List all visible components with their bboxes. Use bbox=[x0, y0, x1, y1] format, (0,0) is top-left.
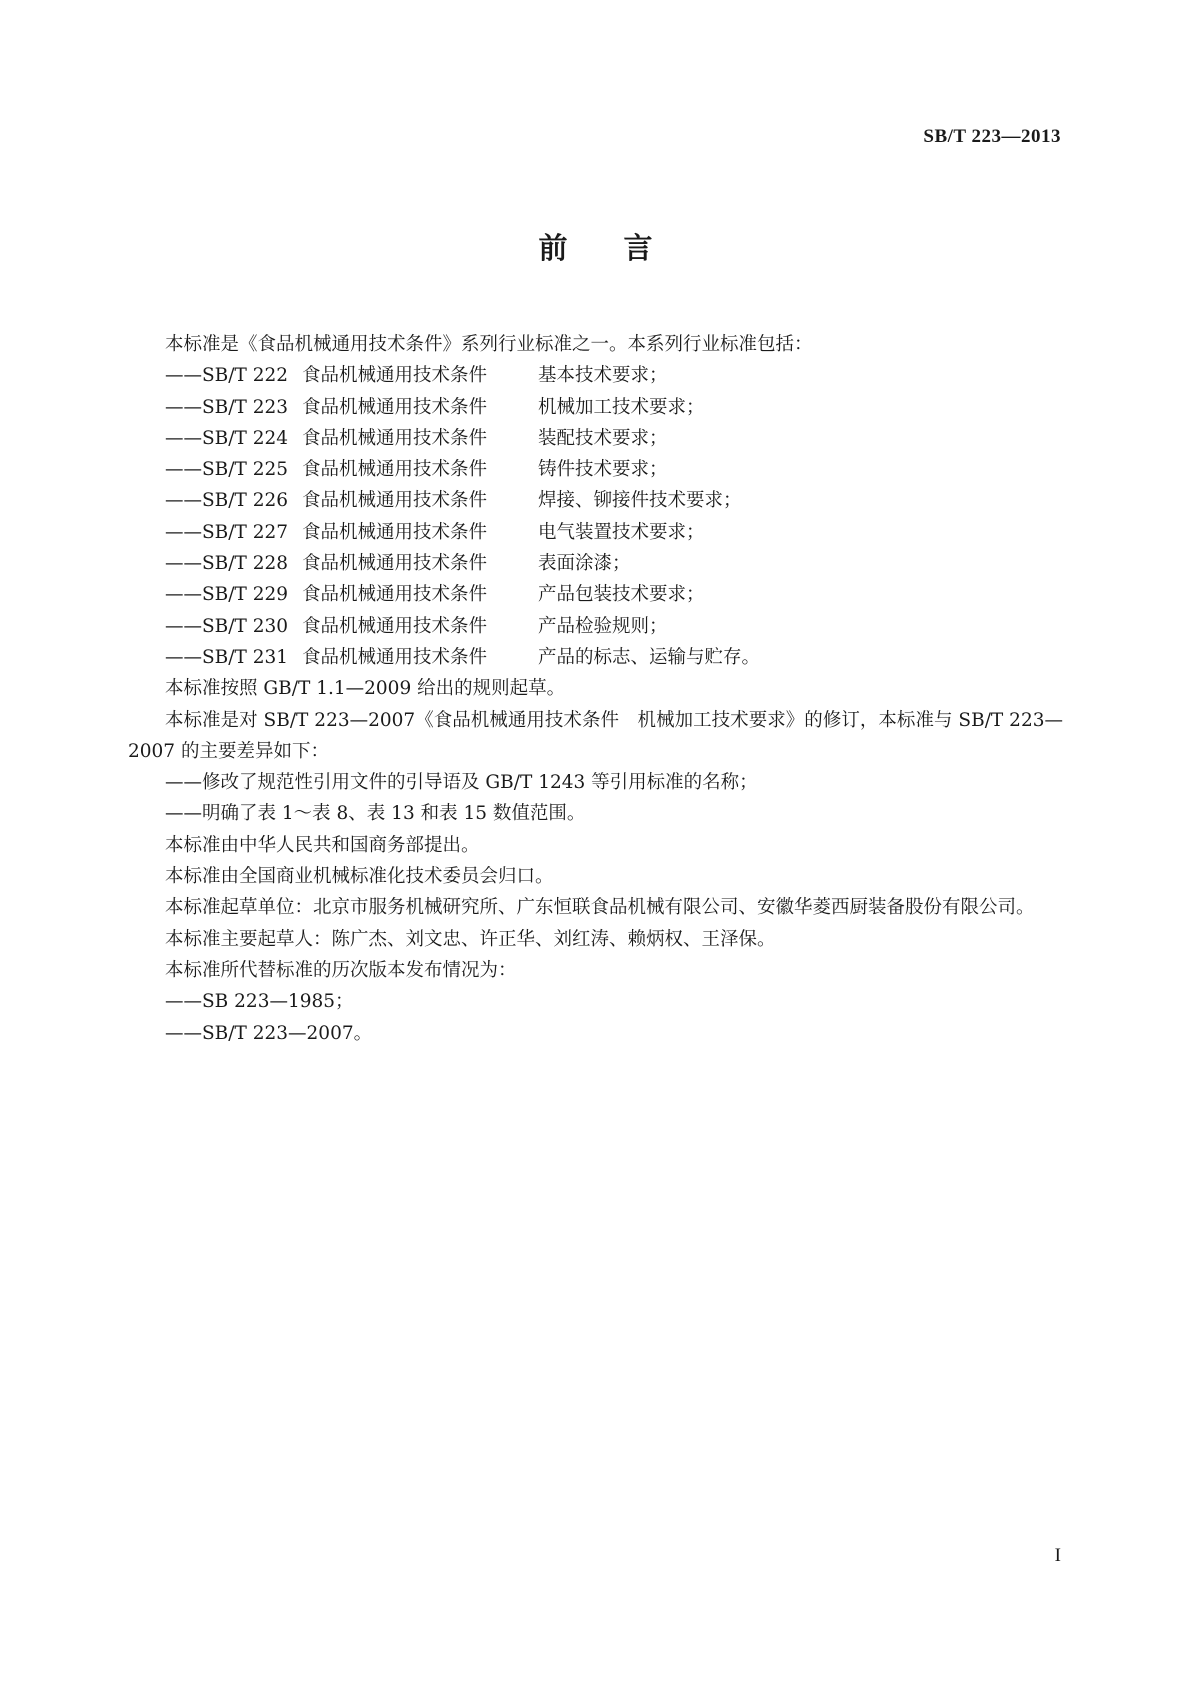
list-item: ——SB/T 226 食品机械通用技术条件 焊接、铆接件技术要求； bbox=[165, 490, 742, 512]
managed-by-paragraph: 本标准由全国商业机械标准化技术委员会归口。 bbox=[165, 866, 554, 888]
foreword-body bbox=[128, 329, 1063, 1049]
intro-paragraph: 本标准是《食品机械通用技术条件》系列行业标准之一。本系列行业标准包括： bbox=[165, 334, 813, 355]
drafting-rule-paragraph: 本标准按照 GB/T 1.1—2009 给出的规则起草。 bbox=[165, 678, 566, 700]
history-list bbox=[128, 986, 1063, 1049]
standard-code: SB/T 223—2013 bbox=[923, 126, 1061, 147]
list-item: ——SB/T 223—2007。 bbox=[165, 1022, 373, 1044]
list-item: ——SB/T 228 食品机械通用技术条件 表面涂漆； bbox=[165, 553, 631, 575]
list-item: ——SB/T 230 食品机械通用技术条件 产品检验规则； bbox=[165, 615, 668, 637]
page-number: I bbox=[1054, 1545, 1061, 1566]
list-item: ——SB 223—1985； bbox=[165, 991, 354, 1013]
revision-paragraph: 本标准是对 SB/T 223—2007《食品机械通用技术条件 机械加工技术要求》的修订，本标准与 SB/T 223—2007 的主要差异如下： bbox=[128, 709, 1063, 762]
list-item: ——SB/T 227 食品机械通用技术条件 电气装置技术要求； bbox=[165, 521, 705, 543]
list-item: ——SB/T 222 食品机械通用技术条件 基本技术要求； bbox=[165, 365, 668, 387]
list-item: ——明确了表 1～表 8、表 13 和表 15 数值范围。 bbox=[165, 803, 586, 825]
changes-list bbox=[128, 767, 1063, 830]
list-item: ——修改了规范性引用文件的引导语及 GB/T 1243 等引用标准的名称； bbox=[165, 772, 758, 794]
history-intro-paragraph: 本标准所代替标准的历次版本发布情况为： bbox=[165, 959, 517, 981]
list-item: ——SB/T 223 食品机械通用技术条件 机械加工技术要求； bbox=[165, 396, 705, 418]
page-title: 前言 bbox=[538, 231, 709, 265]
list-item: ——SB/T 229 食品机械通用技术条件 产品包装技术要求； bbox=[165, 584, 705, 606]
drafters-paragraph: 本标准主要起草人：陈广杰、刘文忠、许正华、刘红涛、赖炳权、王泽保。 bbox=[165, 928, 776, 950]
series-list bbox=[128, 360, 1063, 673]
proposed-by-paragraph: 本标准由中华人民共和国商务部提出。 bbox=[165, 834, 480, 856]
drafting-units-paragraph: 本标准起草单位：北京市服务机械研究所、广东恒联食品机械有限公司、安徽华菱西厨装备股份有限公司。 bbox=[165, 897, 1035, 919]
list-item: ——SB/T 224 食品机械通用技术条件 装配技术要求； bbox=[165, 427, 668, 449]
list-item: ——SB/T 231 食品机械通用技术条件 产品的标志、运输与贮存。 bbox=[165, 646, 761, 668]
list-item: ——SB/T 225 食品机械通用技术条件 铸件技术要求； bbox=[165, 459, 668, 481]
